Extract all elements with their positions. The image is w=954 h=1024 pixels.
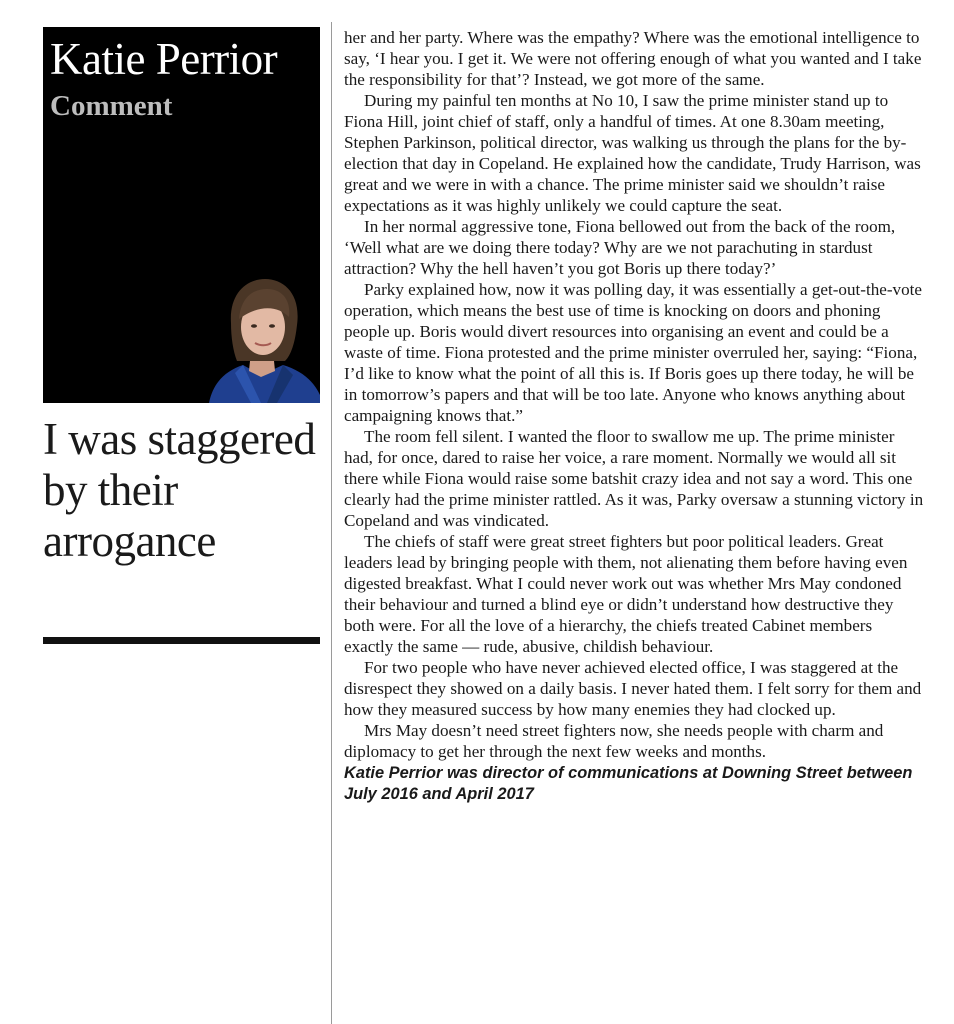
article-paragraph: The room fell silent. I wanted the floor to swallow me up. The prime minister had, for once, dared to raise her voice, a rare moment. Normally we would all sit there while Fiona would raise some batshit crazy idea and not say a word. This one clearly had the prime minister rattled. As it was, Parky oversaw a stunning victory in Copeland and was vindicated.: [344, 427, 924, 530]
author-name: Katie Perrior: [50, 34, 278, 84]
column-divider: [331, 22, 332, 1024]
author-panel: [43, 27, 320, 403]
section-label: Comment: [50, 90, 173, 122]
article-paragraph: her and her party. Where was the empathy? Where was the emotional intelligence to say, ‘I hear you. I get it. We were not offering enough of what you wanted and I take the responsibility for that’? Instead, we got more of the same.: [344, 28, 922, 89]
headline: I was staggered by their arrogance: [43, 414, 316, 566]
article-paragraph: For two people who have never achieved elected office, I was staggered at the disrespect they showed on a daily basis. I never hated them. I felt sorry for them and how they measured success by how many enemies they had clocked up.: [344, 658, 922, 719]
article-paragraph: The chiefs of staff were great street fighters but poor political leaders. Great leaders lead by bringing people with them, not alienating them before having even digested breakfast. What I could never work out was whether Mrs May condoned their behaviour and turned a blind eye or didn’t understand how destructive they both were. For all the love of a hierarchy, the chiefs treated Cabinet members exactly the same — rude, abusive, childish behaviour.: [344, 532, 908, 656]
article-paragraph: In her normal aggressive tone, Fiona bellowed out from the back of the room, ‘Well what are we doing there today? Why are we not parachuting in stardust attraction? Why the hell haven’t you got Boris up there today?’: [344, 217, 896, 278]
article-body: [344, 27, 924, 805]
article-paragraph: Mrs May doesn’t need street fighters now, she needs people with charm and diplomacy to get her through the next few weeks and months.: [344, 721, 884, 761]
sidebar-column: [0, 0, 330, 1024]
portrait-photo: [191, 271, 320, 403]
headline-rule: [43, 637, 320, 644]
author-bio: Katie Perrior was director of communications at Downing Street between July 2016 and April 2017: [344, 764, 913, 803]
article-paragraph: During my painful ten months at No 10, I saw the prime minister stand up to Fiona Hill, joint chief of staff, only a handful of times. At one 8.30am meeting, Stephen Parkinson, political director, was walking us through the plans for the by-election that day in Copeland. He explained how the candidate, Trudy Harrison, was great and we were in with a chance. The prime minister said we shouldn’t raise expectations as it was highly unlikely we could capture the seat.: [344, 91, 921, 215]
article-paragraph: Parky explained how, now it was polling day, it was essentially a get-out-the-vote operation, which means the best use of time is knocking on doors and phoning people up. Boris would divert resources into organising an event and could be a waste of time. Fiona protested and the prime minister overruled her, saying: “Fiona, I’d like to know what the point of all this is. If Boris goes up there today, he will be in tomorrow’s papers and that will be too late. Anyone who knows anything about campaigning knows that.”: [344, 280, 922, 425]
